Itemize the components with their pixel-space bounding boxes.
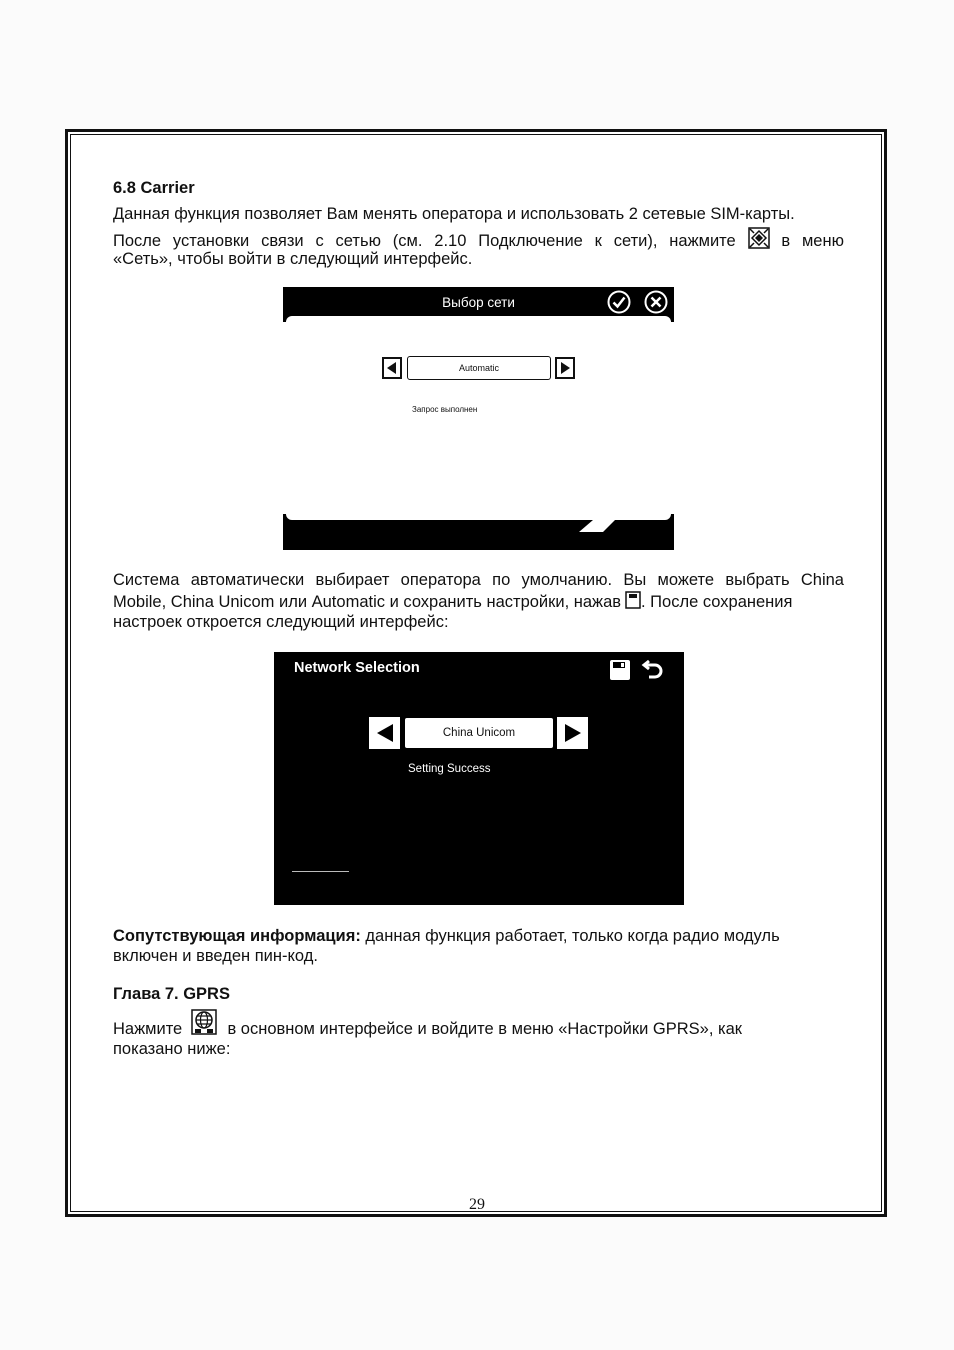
chapter-line-1-start: Нажмите: [113, 1020, 183, 1038]
save-icon[interactable]: [610, 660, 630, 680]
next-carrier-button[interactable]: [555, 357, 575, 379]
arrow-left-icon: [377, 724, 393, 742]
chapter-line-1: [113, 1008, 844, 1040]
related-info-line-1: [113, 926, 844, 947]
chapter-line-2: показано ниже:: [113, 1040, 231, 1058]
related-info-line-2: включен и введен пин-код.: [113, 947, 318, 965]
screen-title: Network Selection: [294, 660, 420, 676]
gprs-globe-icon: [191, 1008, 217, 1036]
prev-carrier-button[interactable]: [382, 357, 402, 379]
page-number: 29: [469, 1196, 485, 1213]
back-icon[interactable]: [641, 657, 665, 681]
paragraph2-line-2: [113, 591, 844, 613]
chapter-line-1-end: в основном интерфейсе и войдите в меню «Настройки GPRS», как: [227, 1020, 742, 1038]
status-text: Запрос выполнен: [412, 405, 478, 414]
network-select-screen-en: [274, 652, 684, 905]
network-icon: [748, 227, 770, 249]
bottom-bar: [283, 514, 674, 550]
underline-decoration: [292, 871, 349, 872]
arrow-right-icon: [565, 724, 581, 742]
section-line-2-start: После установки связи с сетью (см. 2.10 Подключение к сети), нажмите: [113, 232, 736, 250]
next-carrier-button[interactable]: [557, 717, 588, 749]
prev-carrier-button[interactable]: [369, 717, 400, 749]
carrier-field[interactable]: Automatic: [407, 356, 551, 380]
screen-title: Выбор сети: [442, 295, 515, 310]
slash-decoration: [579, 520, 619, 532]
network-select-screen-ru: [283, 287, 674, 550]
arrow-left-icon: [387, 362, 397, 374]
close-icon[interactable]: [644, 290, 668, 314]
related-info-text: данная функция работает, только когда радио модуль: [360, 927, 780, 945]
carrier-field[interactable]: China Unicom: [405, 718, 553, 748]
paragraph2-line-2-start: Mobile, China Unicom или Automatic и сохранить настройки, нажав: [113, 593, 622, 611]
section-line-3: «Сеть», чтобы войти в следующий интерфейс.: [113, 250, 473, 268]
section-line-1: Данная функция позволяет Вам менять оператора и использовать 2 сетевые SIM-карты.: [113, 205, 795, 223]
status-text: Setting Success: [408, 763, 491, 775]
paragraph2-line-3: настроек откроется следующий интерфейс:: [113, 613, 449, 631]
paragraph2-line-1: Система автоматически выбирает оператора по умолчанию. Вы можете выбрать China: [113, 571, 844, 589]
section-heading: 6.8 Carrier: [113, 179, 195, 197]
section-line-2-end: в меню: [781, 232, 844, 250]
chapter-heading: Глава 7. GPRS: [113, 985, 230, 1003]
confirm-icon[interactable]: [607, 290, 631, 314]
arrow-right-icon: [560, 362, 570, 374]
related-info-label: Сопутствующая информация:: [113, 927, 361, 945]
save-icon: [625, 591, 641, 609]
paragraph2-line-2-end: . После сохранения: [641, 593, 793, 611]
